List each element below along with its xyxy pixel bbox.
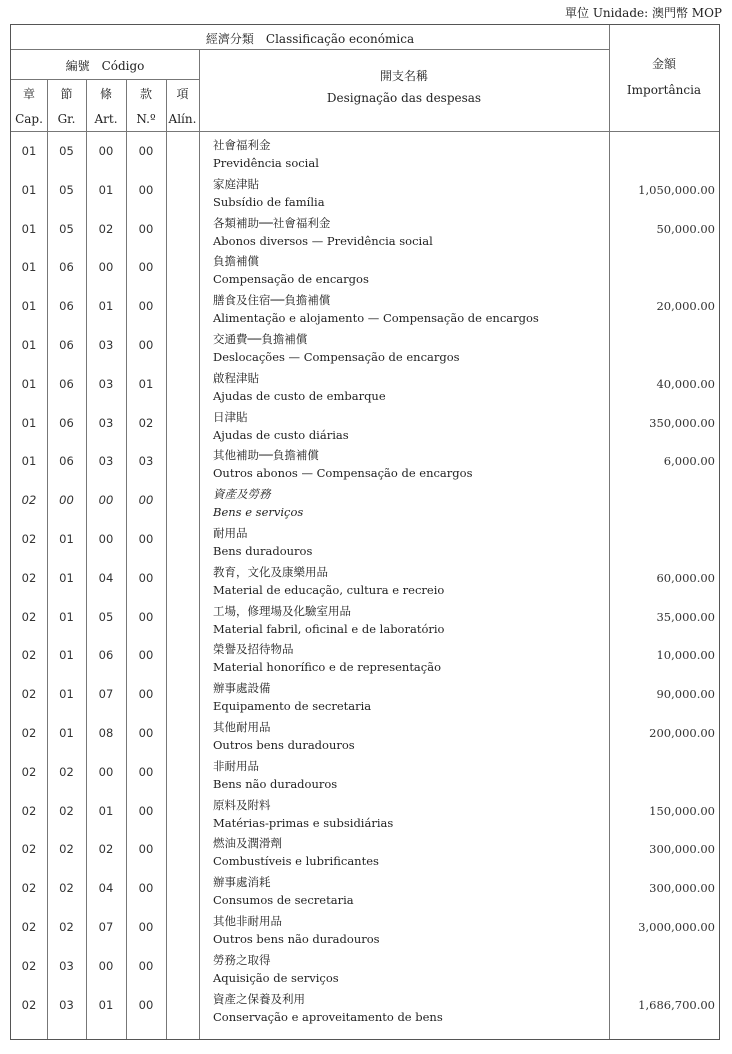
designation-pt: Outros bens não duradouros [213,932,380,946]
designation-pt: Equipamento de secretaria [213,699,372,714]
group-cell: 05 [59,182,74,197]
table-row [11,329,719,368]
group-cell: 02 [59,842,74,857]
cap-cell: 01 [21,415,37,430]
designation-zh: 社會福利金 [213,138,271,152]
amount-cell: 20,000.00 [656,299,715,314]
amount-header-zh: 金額 [651,57,676,71]
code-header: 編號 Código [65,59,145,73]
designation-zh: 各類補助──社會福利金 [213,215,331,230]
designation-pt: Outros bens duradouros [213,738,355,752]
table-row [11,833,719,872]
article-cell: 03 [98,454,114,469]
article-cell: 00 [98,144,114,158]
designation-pt: Bens não duradouros [213,776,338,791]
group-cell: 02 [59,920,74,934]
number-cell: 00 [138,182,154,197]
amount-cell: 150,000.00 [649,803,715,818]
group-cell: 00 [59,493,74,508]
amount-header-pt: Importância [626,83,702,97]
group-cell: 05 [59,144,74,158]
amount-cell: 200,000.00 [649,726,715,740]
amount-cell: 1,686,700.00 [638,997,715,1012]
group-cell: 06 [59,415,74,430]
cap-cell: 02 [21,803,37,818]
designation-zh: 交通費──負擔補償 [213,332,308,346]
designation-zh: 勞務之取得 [213,952,271,967]
classification-header: 經濟分類 Classificação económica [205,32,415,46]
group-cell: 06 [59,454,74,469]
cap-cell: 02 [21,958,37,973]
designation-pt: Material honorífico e de representação [213,660,442,675]
designation-pt: Material de educação, cultura e recreio [213,582,445,597]
article-cell: 04 [98,881,114,896]
table-row [11,445,719,484]
article-cell: 01 [98,997,114,1012]
table-row [11,717,719,756]
designation-zh: 其他耐用品 [213,720,271,734]
number-cell: 00 [138,299,154,314]
group-cell: 02 [59,764,74,779]
designation-pt: Abonos diversos — Previdência social [213,233,433,248]
cap-cell: 02 [21,570,37,585]
number-cell: 00 [138,493,154,508]
cap-cell: 01 [21,260,37,275]
cap-cell: 02 [21,920,37,934]
amount-cell: 10,000.00 [656,648,715,663]
designation-pt: Conservação e aproveitamento de bens [213,1009,443,1024]
cap-cell: 01 [21,221,37,236]
designation-zh: 辦事處消耗 [213,875,271,890]
amount-cell: 300,000.00 [649,881,715,896]
budget-table [10,24,720,1040]
table-row [11,523,719,562]
cap-cell: 01 [21,299,37,314]
col-header-alin: Alín. [168,112,197,126]
group-cell: 06 [59,299,74,314]
designation-pt: Compensação de encargos [213,272,369,287]
number-cell: 01 [138,376,154,391]
cap-cell: 01 [21,454,37,469]
designation-zh: 啟程津貼 [213,370,259,385]
table-row [11,213,719,252]
group-cell: 01 [59,648,74,663]
group-cell: 01 [59,532,74,546]
number-cell: 00 [138,958,154,973]
table-row [11,756,719,795]
header-bottom-line [11,131,719,132]
group-cell: 03 [59,997,74,1012]
number-cell: 00 [138,609,154,624]
col-header-no: N.º [136,112,156,126]
cap-cell: 02 [21,726,37,740]
article-cell: 07 [98,687,114,702]
table-row [11,174,719,213]
cap-cell: 02 [21,493,37,508]
cap-cell: 02 [21,648,37,663]
article-cell: 01 [98,803,114,818]
article-cell: 00 [98,260,114,275]
number-cell: 00 [138,648,154,663]
cap-cell: 01 [21,376,37,391]
designation-zh: 工場，修理場及化驗室用品 [213,603,351,618]
cap-cell: 02 [21,687,37,702]
table-row [11,872,719,911]
amount-cell: 3,000,000.00 [638,920,715,934]
article-cell: 01 [98,182,114,197]
header-divider [11,79,199,80]
group-cell: 01 [59,726,74,740]
article-cell: 00 [98,764,114,779]
cap-cell: 01 [21,338,37,352]
number-cell: 00 [138,764,154,779]
article-cell: 07 [98,920,114,934]
designation-pt: Deslocações — Compensação de encargos [213,350,460,364]
cap-cell: 02 [21,764,37,779]
designation-zh: 辦事處設備 [213,681,271,696]
article-cell: 05 [98,609,114,624]
col-header-gr-zh: 節 [60,87,73,101]
col-header-cap: Cap. [15,112,43,126]
designation-pt: Bens e serviços [213,505,304,520]
designation-pt: Subsídio de família [213,194,325,209]
table-row [11,950,719,989]
designation-pt: Matérias-primas e subsidiárias [213,815,394,830]
group-cell: 01 [59,609,74,624]
cap-cell: 02 [21,609,37,624]
amount-cell: 40,000.00 [656,376,715,391]
amount-cell: 90,000.00 [656,687,715,702]
table-row [11,290,719,329]
designation-pt: Outros abonos — Compensação de encargos [213,466,473,481]
table-row [11,407,719,446]
group-cell: 01 [59,687,74,702]
designation-zh: 榮譽及招待物品 [213,642,294,657]
designation-zh: 資產及勞務 [213,487,271,502]
designation-pt: Alimentação e alojamento — Compensação de encargos [213,311,539,326]
amount-cell: 60,000.00 [656,570,715,585]
article-cell: 02 [98,842,114,857]
designation-zh: 其他補助──負擔補償 [213,448,319,463]
group-cell: 02 [59,803,74,818]
number-cell: 00 [138,687,154,702]
number-cell: 00 [138,842,154,857]
designation-zh: 燃油及潤滑劑 [213,836,282,851]
group-cell: 01 [59,570,74,585]
group-cell: 02 [59,881,74,896]
amount-cell: 1,050,000.00 [638,182,715,197]
number-cell: 00 [138,260,154,275]
designation-zh: 膳食及住宿──負擔補償 [213,293,331,308]
group-cell: 06 [59,338,74,352]
article-cell: 06 [98,648,114,663]
designation-zh: 其他非耐用品 [213,914,282,928]
group-cell: 06 [59,376,74,391]
amount-cell: 300,000.00 [649,842,715,857]
table-row [11,135,719,174]
designation-zh: 教育，文化及康樂用品 [213,564,328,579]
designation-pt: Ajudas de custo de embarque [213,388,386,403]
designation-pt: Material fabril, oficinal e de laboratório [213,621,445,636]
col-header-alin-zh: 項 [176,87,189,101]
table-row [11,678,719,717]
cap-cell: 01 [21,182,37,197]
col-header-gr: Gr. [57,112,76,126]
group-cell: 03 [59,958,74,973]
cap-cell: 01 [21,144,37,158]
table-row [11,251,719,290]
number-cell: 00 [138,221,154,236]
article-cell: 03 [98,338,114,352]
cap-cell: 02 [21,842,37,857]
article-cell: 03 [98,376,114,391]
article-cell: 04 [98,570,114,585]
designation-pt: Combustíveis e lubrificantes [213,854,379,869]
table-row [11,989,719,1028]
col-header-art-zh: 條 [99,87,112,101]
amount-cell: 35,000.00 [656,609,715,624]
designation-zh: 耐用品 [213,526,248,540]
number-cell: 00 [138,881,154,896]
designation-zh: 負擔補償 [213,254,259,269]
cap-cell: 02 [21,532,37,546]
number-cell: 00 [138,144,154,158]
article-cell: 00 [98,532,114,546]
amount-cell: 50,000.00 [656,221,715,236]
designation-zh: 日津貼 [213,409,248,424]
number-cell: 00 [138,920,154,934]
article-cell: 01 [98,299,114,314]
cap-cell: 02 [21,881,37,896]
cap-cell: 02 [21,997,37,1012]
table-row [11,562,719,601]
designation-zh: 非耐用品 [213,758,259,773]
table-row [11,639,719,678]
article-cell: 03 [98,415,114,430]
col-header-cap-zh: 章 [22,87,35,101]
designation-zh: 資產之保養及利用 [213,991,305,1006]
number-cell: 03 [138,454,154,469]
number-cell: 00 [138,997,154,1012]
article-cell: 00 [98,958,114,973]
designation-pt: Previdência social [213,156,319,170]
number-cell: 00 [138,532,154,546]
amount-cell: 350,000.00 [649,415,715,430]
header-divider [11,49,609,50]
designation-zh: 家庭津貼 [213,176,259,191]
amount-cell: 6,000.00 [663,454,715,469]
col-header-art: Art. [94,112,118,126]
article-cell: 08 [98,726,114,740]
designation-zh: 原料及附料 [213,797,271,812]
number-cell: 00 [138,803,154,818]
group-cell: 05 [59,221,74,236]
group-cell: 06 [59,260,74,275]
unit-label: 單位 Unidade: 澳門幣 MOP [565,6,722,20]
article-cell: 00 [98,493,114,508]
number-cell: 00 [138,570,154,585]
designation-pt: Aquisição de serviços [213,970,339,985]
designation-header-zh: 開支名稱 [379,69,428,83]
article-cell: 02 [98,221,114,236]
number-cell: 00 [138,726,154,740]
designation-pt: Ajudas de custo diárias [213,427,349,442]
number-cell: 00 [138,338,154,352]
number-cell: 02 [138,415,154,430]
designation-pt: Bens duradouros [213,544,313,558]
table-row [11,484,719,523]
table-row [11,795,719,834]
col-header-no-zh: 款 [139,87,152,101]
table-row [11,911,719,950]
table-row [11,368,719,407]
table-row [11,601,719,640]
designation-header-pt: Designação das despesas [326,91,482,105]
designation-pt: Consumos de secretaria [213,893,354,908]
